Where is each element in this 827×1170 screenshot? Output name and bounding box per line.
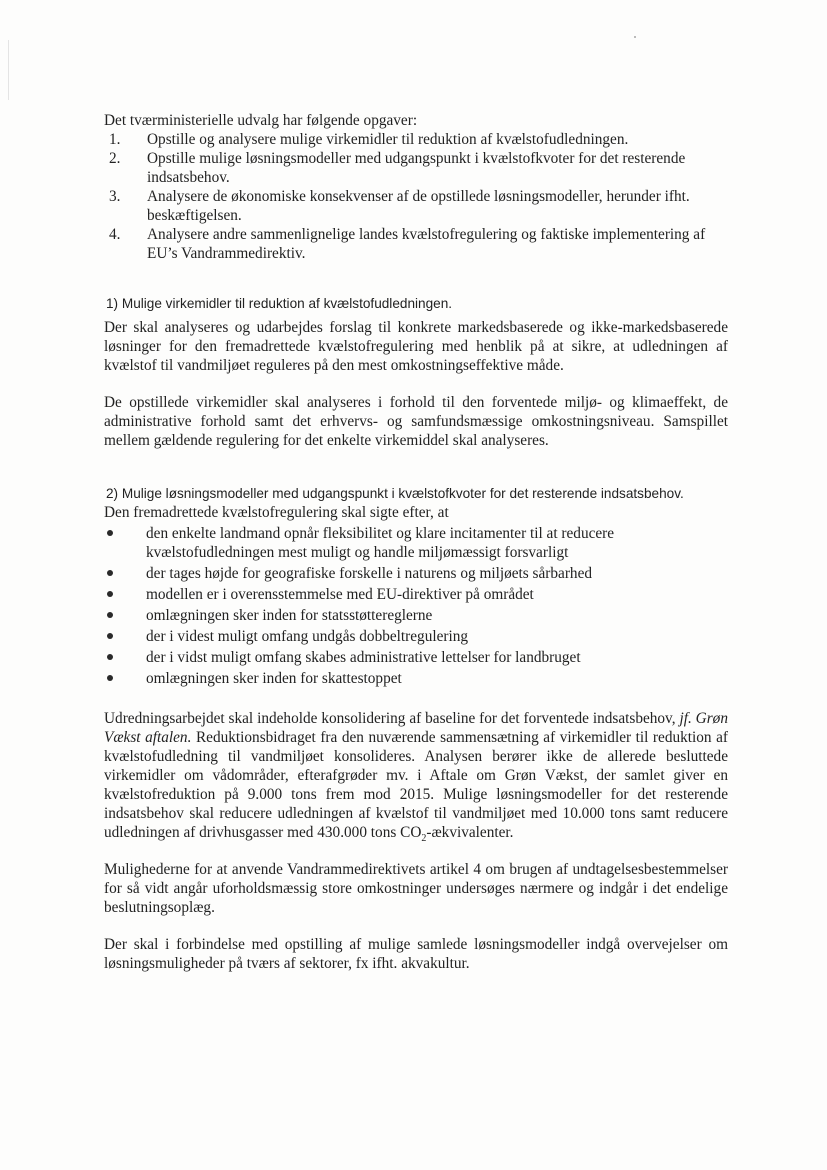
section-2-heading: 2) Mulige løsningsmodeller med udgangspunkt i kvælstofkvoter for det resterende indsatsbehov.: [106, 486, 684, 501]
bullet-text: der tages højde for geografiske forskelle i naturens og miljøets sårbarhed: [146, 565, 593, 582]
task-item: [104, 187, 734, 225]
bullet-icon: [107, 612, 113, 618]
bullet-text: omlægningen sker inden for statsstøttereglerne: [146, 607, 433, 624]
section-1-paragraph-2: De opstillede virkemidler skal analyseres i forhold til den forventede miljø- og klimaeffekt, de administrative forhold samt det erhvervs- og samfundsmæssige omkostningsniveau. Samspillet mellem gældende regulering for det enkelte virkemiddel skal analyseres.: [104, 394, 728, 449]
bullet-item: [104, 606, 724, 625]
bullet-text: modellen er i overensstemmelse med EU-direktiver på området: [146, 586, 534, 603]
section-1-heading: 1) Mulige virkemidler til reduktion af kvælstofudledningen.: [106, 296, 453, 311]
task-number: 1.: [109, 131, 121, 148]
baseline-paragraph: [104, 709, 728, 848]
bullet-icon: [107, 675, 113, 681]
task-text: Opstille og analysere mulige virkemidler til reduktion af kvælstofudledningen.: [147, 131, 629, 148]
task-text: Opstille mulige løsningsmodeller med udgangspunkt i kvælstofkvoter for det resterende indsatsbehov.: [147, 150, 686, 186]
intro-block: [104, 111, 734, 263]
task-item: [104, 225, 734, 263]
agreement-reference: jf. Grøn Vækst aftalen.: [104, 710, 728, 746]
task-number: 4.: [109, 226, 121, 243]
bullet-icon: [107, 591, 113, 597]
task-text: Analysere de økonomiske konsekvenser af de opstillede løsningsmodeller, herunder ifht. beskæftigelsen.: [147, 188, 690, 224]
cross-sector-paragraph: Der skal i forbindelse med opstilling af mulige samlede løsningsmodeller indgå overvejelser om løsningsmuligheder på tværs af sektorer, fx ifht. akvakultur.: [104, 936, 728, 972]
bullet-text: der i vidst muligt omfang skabes administrative lettelser for landbruget: [146, 649, 581, 666]
scan-edge-line: [8, 40, 9, 100]
bullet-icon: [107, 570, 113, 576]
task-number: 2.: [109, 150, 121, 167]
task-list: [104, 130, 734, 263]
bullet-text: den enkelte landmand opnår fleksibilitet og klare incitamenter til at reducere kvælstofudledningen mest muligt og handle miljømæssigt forsvarligt: [146, 525, 615, 561]
bullet-icon: [107, 530, 113, 536]
baseline-text-body: Reduktionsbidraget fra den nuværende sammensætning af virkemidler til reduktion af kvælstofudledning til vandmiljøet konsolideres. Analysen berører ikke de allerede besluttede virkemidler om vådområder, efterafgrøder mv. i Aftale om Grøn Vækst, der samlet giver en kvælstofreduktion på 9.000 tons frem mod 2015. Mulige løsningsmodeller for det resterende indsatsbehov skal reducere udledningen af kvælstof til vandmiljøet med 10.000 tons samt reducere udledningen af drivhusgasser med 430.000 tons CO: [104, 729, 728, 841]
bullet-item: [104, 648, 724, 667]
section-2-lead: Den fremadrettede kvælstofregulering skal sigte efter, at: [104, 504, 449, 521]
baseline-text-end: -ækvivalenter.: [426, 824, 514, 841]
task-number: 3.: [109, 188, 121, 205]
bullet-item: [104, 585, 724, 604]
bullet-icon: [107, 654, 113, 660]
task-text: Analysere andre sammenlignelige landes kvælstofregulering og faktiske implementering af EU’s Vandrammedirektiv.: [147, 226, 706, 262]
bullet-item: [104, 627, 724, 646]
task-item: [104, 149, 734, 187]
bullet-text: omlægningen sker inden for skattestoppet: [146, 670, 402, 687]
bullet-icon: [107, 633, 113, 639]
intro-lead: Det tværministerielle udvalg har følgende opgaver:: [104, 112, 418, 129]
section-1-paragraph-1: Der skal analyseres og udarbejdes forslag til konkrete markedsbaserede og ikke-markedsbaserede løsninger for den fremadrettede kvælstofregulering med henblik på at sikre, at udledningen af kvælstof til vandmiljøet reguleres på den mest omkostningseffektive måde.: [104, 319, 728, 374]
bullet-item: [104, 524, 724, 562]
co2-subscript: 2: [421, 833, 427, 845]
scan-mark: [634, 36, 636, 38]
task-item: [104, 130, 734, 149]
baseline-text-start: Udredningsarbejdet skal indeholde konsolidering af baseline for det forventede indsatsbehov,: [104, 710, 680, 727]
directive-paragraph: Mulighederne for at anvende Vandrammedirektivets artikel 4 om brugen af undtagelsesbestemmelser for så vidt angår uforholdsmæssig store omkostninger undersøges nærmere og indgår i det endelige beslutningsoplæg.: [104, 861, 728, 916]
bullet-text: der i videst muligt omfang undgås dobbeltregulering: [146, 628, 469, 645]
bullet-item: [104, 564, 724, 583]
bullet-item: [104, 669, 724, 688]
bullet-list: [104, 524, 724, 688]
